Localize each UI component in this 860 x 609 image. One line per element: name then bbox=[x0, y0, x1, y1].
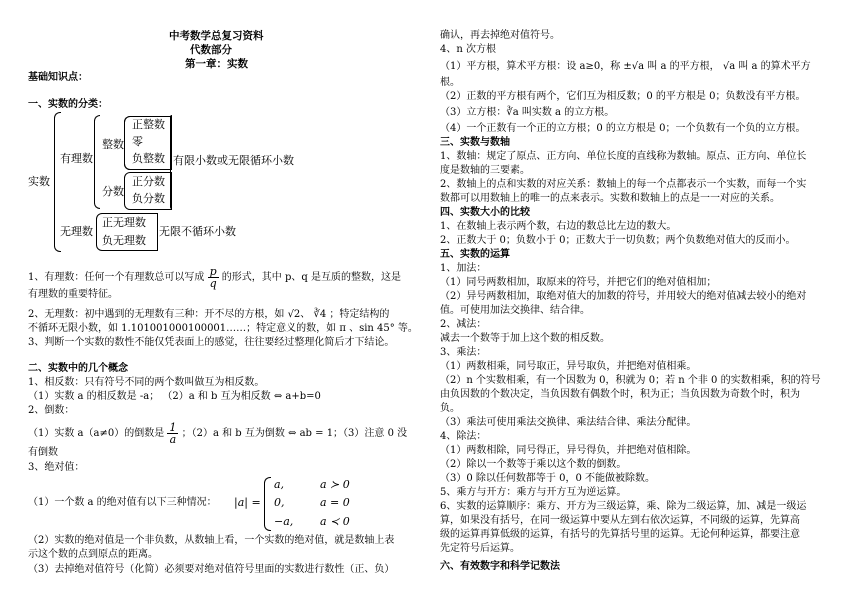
r-line-7: （4）一个正数有一个正的立方根；0 的立方根是 0；一个负数有一个负的立方根。 bbox=[440, 123, 806, 134]
para-irrational-c: 不循环无限小数，如 1.101001000100001……；特定意义的数，如 π 、sin 45° 等。 bbox=[28, 323, 418, 334]
abs-intro: （1）一个数 a 的绝对值有以下三种情况： bbox=[28, 497, 217, 508]
r-line-21: （1）两数相乘，同号取正，异号取负，并把绝对值相乘。 bbox=[440, 361, 697, 372]
frac-p: p bbox=[209, 265, 217, 278]
r-line-8: 1、数轴：规定了原点、正方向、单位长度的直线称为数轴。原点、正方向、单位长 bbox=[440, 151, 807, 162]
section-6-heading: 六、有效数字和科学记数法 bbox=[440, 561, 560, 572]
r-line-2: 4、n 次方根 bbox=[440, 44, 496, 55]
recip-b: ；（2）a 和 b 互为倒数 ⇔ ab = 1；（3）注意 0 没 bbox=[181, 428, 408, 439]
frac-q: q bbox=[209, 277, 217, 290]
para-rational-a: 1、有理数：任何一个有理数总可以写成 bbox=[28, 272, 205, 283]
tree-fraction: 分数 bbox=[102, 185, 124, 198]
para-rational-c: 有理数的重要特征。 bbox=[28, 289, 118, 300]
tree-neg-frac: 负分数 bbox=[132, 192, 165, 205]
r-line-4: 根。 bbox=[440, 77, 460, 88]
r-line-18: 2、减法： bbox=[440, 319, 487, 330]
brace-rational bbox=[94, 115, 100, 209]
tree-pos-frac: 正分数 bbox=[132, 175, 165, 188]
r-line-26: 4、除法： bbox=[440, 431, 487, 442]
s2-line-1: 1、相反数：只有符号不同的两个数叫做互为相反数。 bbox=[28, 377, 265, 388]
r-line-22: （2）n 个实数相乘，有一个因数为 0，积就为 0；若 n 个非 0 的实数相乘，积的符号 bbox=[440, 375, 821, 386]
r-line-33: 级的运算再算低级的运算，有括号的先算括号里的运算。无论何种运算，都要注意 bbox=[440, 529, 800, 540]
recip-a: （1）实数 a（a≠0）的倒数是 bbox=[28, 428, 165, 439]
r-line-17: 值。可使用加法交换律、结合律。 bbox=[440, 305, 590, 316]
r-line-6: （3）立方根：∛a 叫实数 a 的立方根。 bbox=[440, 107, 615, 118]
r-line-31: 6、实数的运算顺序：乘方、开方为三级运算，乘、除为二级运算，加、减是一级运 bbox=[440, 501, 807, 512]
tree-irrational: 无理数 bbox=[60, 225, 93, 238]
r-line-23: 由负因数的个数决定，当负因数有偶数个时，积为正；当负因数为奇数个时，积为 bbox=[440, 389, 800, 400]
r-line-29: （3）0 除以任何数都等于 0，0 不能做被除数。 bbox=[440, 473, 655, 484]
r-line-16: （2）异号两数相加，取绝对值大的加数的符号，并用较大的绝对值减去较小的绝对 bbox=[440, 291, 807, 302]
sqrt2: √2 bbox=[287, 309, 301, 320]
tree-neg-int: 负整数 bbox=[132, 152, 165, 165]
r-line-1: 确认，再去掉绝对值符号。 bbox=[440, 30, 560, 41]
r-line-19: 减去一个数等于加上这个数的相反数。 bbox=[440, 333, 610, 344]
tree-integer: 整数 bbox=[102, 138, 124, 151]
case-3-cond: a ≺ 0 bbox=[320, 515, 350, 528]
abs-brace bbox=[264, 477, 271, 531]
s2-line-9: 示这个数的点到原点的距离。 bbox=[28, 549, 158, 560]
tree-infinite: 无限不循环小数 bbox=[159, 225, 236, 238]
s2-line-5: 有倒数 bbox=[28, 447, 58, 458]
r-line-20: 3、乘法： bbox=[440, 347, 487, 358]
section-3-heading: 三、实数与数轴 bbox=[440, 137, 510, 148]
cbrt4: ∛4 bbox=[313, 309, 327, 320]
case-2-value: 0, bbox=[274, 496, 285, 509]
case-3-value: −a, bbox=[274, 515, 294, 528]
r-line-3b: √a 叫 a 的算术平方 bbox=[722, 61, 811, 72]
para-irrational-a: 2、无理数：初中遇到的无理数有三种：开不尽的方根，如 bbox=[28, 309, 285, 320]
tree-rational: 有理数 bbox=[60, 152, 93, 165]
tree-zero: 零 bbox=[132, 135, 143, 148]
r-line-24: 负。 bbox=[440, 403, 460, 414]
r-line-9: 度是数轴的三要素。 bbox=[440, 165, 530, 176]
para-irrational-b: ；特定结构的 bbox=[329, 309, 390, 320]
s2-line-2: （1）实数 a 的相反数是 -a； （2）a 和 b 互为相反数 ⇔ a+b=0 bbox=[28, 391, 321, 402]
r-line-15: （1）同号两数相加，取原来的符号，并把它们的绝对值相加； bbox=[440, 277, 717, 288]
case-1-cond: a ≻ 0 bbox=[320, 478, 350, 491]
section-2-heading: 二、实数中的几个概念 bbox=[28, 363, 128, 374]
tree-neg-irr: 负无理数 bbox=[102, 234, 146, 247]
r-line-3a: （1）平方根，算术平方根：设 a≥0，称 ±√a 叫 a 的平方根， bbox=[440, 61, 720, 72]
tree-finite: 有限小数或无限循环小数 bbox=[173, 154, 294, 167]
s2-line-3: 2、倒数： bbox=[28, 405, 75, 416]
r-line-3 bbox=[440, 62, 811, 72]
doc-title: 中考数学总复习资料 bbox=[169, 30, 264, 42]
para-judge: 3、判断一个实数的数性不能仅凭表面上的感觉，往往要经过整理化简后才下结论。 bbox=[28, 337, 395, 348]
doc-subtitle: 代数部分 bbox=[190, 44, 232, 56]
section-1-heading: 一、实数的分类： bbox=[28, 99, 108, 110]
basics-label: 基础知识点： bbox=[28, 72, 88, 83]
tree-pos-irr: 正无理数 bbox=[102, 216, 146, 229]
r-line-10: 2、数轴上的点和实数的对应关系：数轴上的每一个点都表示一个实数，而每一个实 bbox=[440, 179, 807, 190]
abs-lhs: |a| = bbox=[234, 496, 261, 509]
r-line-25: （3）乘法可使用乘法交换律、乘法结合律、乘法分配律。 bbox=[440, 417, 697, 428]
section-5-heading: 五、实数的运算 bbox=[440, 249, 510, 260]
section-4-heading: 四、实数大小的比较 bbox=[440, 207, 530, 218]
r-line-34: 先定符号后运算。 bbox=[440, 543, 520, 554]
para-rational-b: 的形式，其中 p、q 是互质的整数，这是 bbox=[221, 272, 401, 283]
r-line-30: 5、乘方与开方：乘方与开方互为逆运算。 bbox=[440, 487, 627, 498]
s2-line-10: （3）去掉绝对值符号（化简）必须要对绝对值符号里面的实数进行数性（正、负） bbox=[28, 564, 395, 575]
case-2-cond: a = 0 bbox=[320, 496, 350, 509]
r-line-12: 1、在数轴上表示两个数，右边的数总比左边的数大。 bbox=[440, 221, 677, 232]
r-line-27: （1）两数相除，同号得正，异号得负，并把绝对值相除。 bbox=[440, 445, 697, 456]
case-1-value: a, bbox=[274, 478, 285, 491]
para-irrational: 2、无理数：初中遇到的无理数有三种：开不尽的方根，如 √2、 ∛4 ；特定结构的 bbox=[28, 309, 390, 320]
r-line-14: 1、加法： bbox=[440, 263, 487, 274]
rational-outer-brace bbox=[170, 115, 172, 209]
tree-pos-int: 正整数 bbox=[132, 118, 165, 131]
frac-one: 1 bbox=[169, 421, 177, 434]
para-rational bbox=[28, 266, 401, 289]
r-line-28: （2）除以一个数等于乘以这个数的倒数。 bbox=[440, 459, 627, 470]
r-line-13: 2、正数大于 0；负数小于 0；正数大于一切负数；两个负数绝对值大的反而小。 bbox=[440, 235, 796, 246]
chapter-title: 第一章：实数 bbox=[185, 58, 248, 70]
s2-line-8: （2）实数的绝对值是一个非负数，从数轴上看，一个实数的绝对值，就是数轴上表 bbox=[28, 535, 395, 546]
r-line-5: （2）正数的平方根有两个，它们互为相反数；0 的平方根是 0；负数没有平方根。 bbox=[440, 91, 806, 102]
r-line-11: 数都可以用数轴上的唯一的点来表示。实数和数轴上的点是一一对应的关系。 bbox=[440, 193, 780, 204]
one-over-a bbox=[167, 422, 178, 445]
frac-a: a bbox=[169, 433, 177, 446]
tree-real: 实数 bbox=[28, 175, 50, 188]
r-line-32: 算，如果没有括号，在同一级运算中要从左到右依次运算，不同级的运算，先算高 bbox=[440, 515, 800, 526]
s2-reciprocal bbox=[28, 422, 407, 445]
s2-line-6: 3、绝对值： bbox=[28, 462, 85, 473]
pq-fraction bbox=[208, 266, 219, 289]
